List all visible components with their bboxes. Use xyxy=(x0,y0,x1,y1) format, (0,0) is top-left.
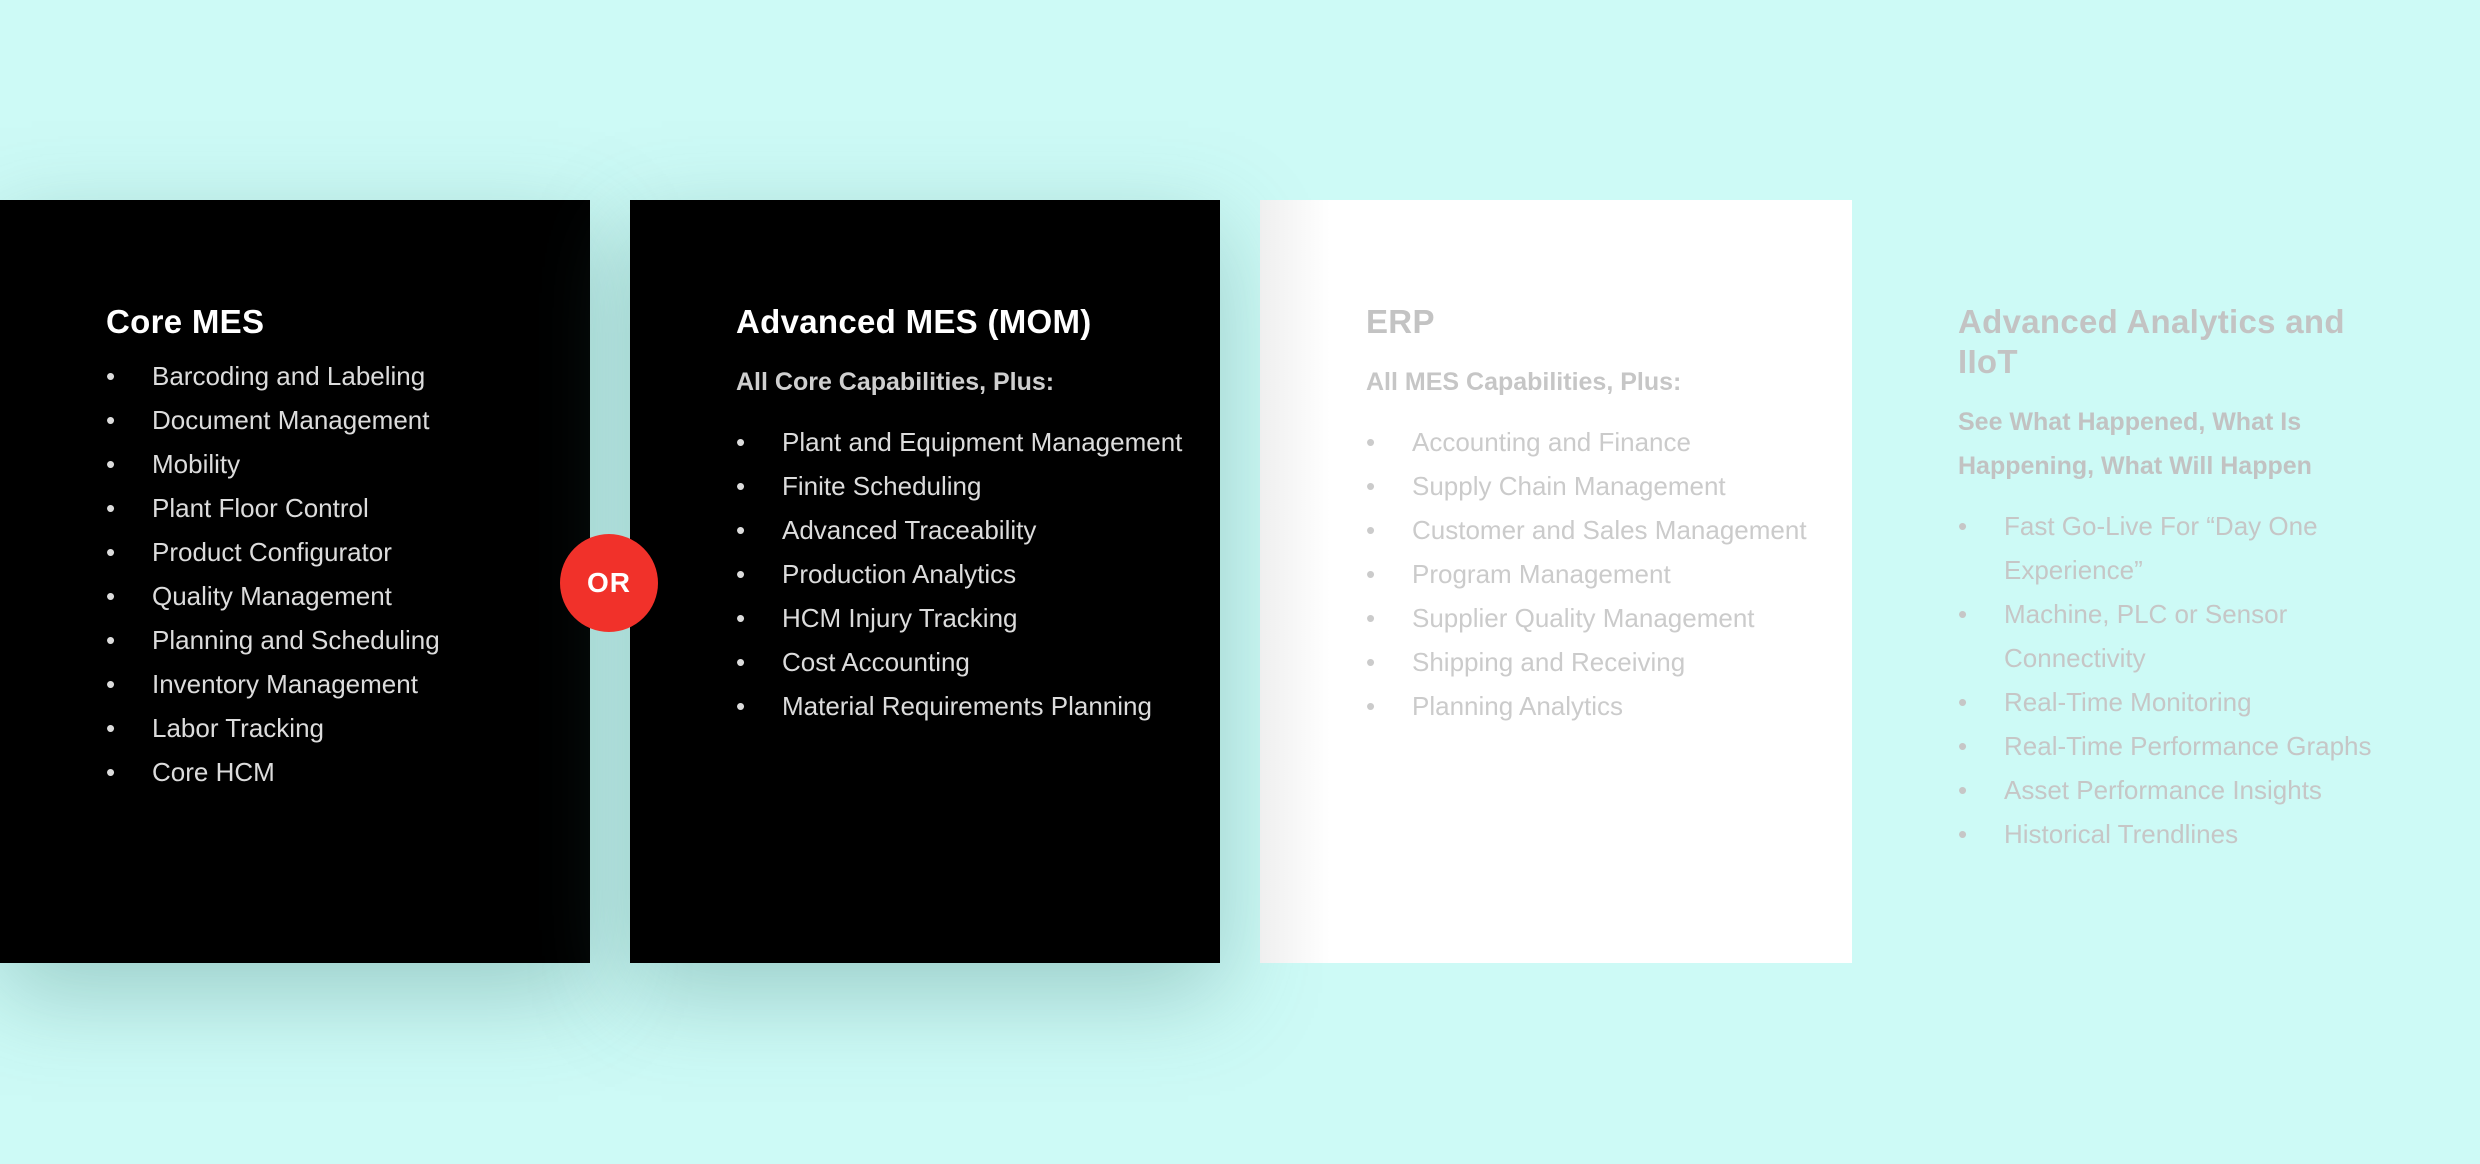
bullet-icon: • xyxy=(736,515,746,545)
list-item: • Cost Accounting xyxy=(736,640,1220,684)
list-item: • Machine, PLC or Sensor Connectivity xyxy=(1958,592,2412,680)
bullet-icon: • xyxy=(1366,427,1376,457)
list-item: • Customer and Sales Management xyxy=(1366,508,1852,552)
list-item: • Plant Floor Control xyxy=(106,486,590,530)
list-item: • Product Configurator xyxy=(106,530,590,574)
list-item: • Advanced Traceability xyxy=(736,508,1220,552)
list-item: • Fast Go-Live For “Day One Experience” xyxy=(1958,504,2412,592)
core-mes-card xyxy=(0,200,590,963)
bullet-icon: • xyxy=(106,449,116,479)
bullet-icon: • xyxy=(106,669,116,699)
erp-title: ERP xyxy=(1366,303,1435,340)
bullet-icon: • xyxy=(736,559,746,589)
analytics-iiot-card xyxy=(1852,200,2412,963)
advanced-mes-title: Advanced MES (MOM) xyxy=(736,303,1092,340)
bullet-icon: • xyxy=(1366,471,1376,501)
list-item: • Accounting and Finance xyxy=(1366,420,1852,464)
bullet-icon: • xyxy=(106,537,116,567)
bullet-icon: • xyxy=(1958,687,1968,717)
bullet-icon: • xyxy=(106,493,116,523)
bullet-icon: • xyxy=(1366,515,1376,545)
list-item: • Planning Analytics xyxy=(1366,684,1852,728)
analytics-iiot-feature-list xyxy=(1958,504,2412,856)
list-item: • Asset Performance Insights xyxy=(1958,768,2412,812)
list-item: • Barcoding and Labeling xyxy=(106,354,590,398)
bullet-icon: • xyxy=(1958,731,1968,761)
bullet-icon: • xyxy=(736,471,746,501)
list-item: • Production Analytics xyxy=(736,552,1220,596)
analytics-iiot-title: Advanced Analytics and IIoT xyxy=(1958,303,2345,380)
list-item: • Program Management xyxy=(1366,552,1852,596)
analytics-iiot-subtitle: See What Happened, What Is Happening, What Will Happen xyxy=(1958,408,2312,480)
bullet-icon: • xyxy=(106,757,116,787)
bullet-icon: • xyxy=(1366,603,1376,633)
bullet-icon: • xyxy=(1366,559,1376,589)
list-item: • Mobility xyxy=(106,442,590,486)
list-item: • Labor Tracking xyxy=(106,706,590,750)
bullet-icon: • xyxy=(1366,691,1376,721)
list-item: • Document Management xyxy=(106,398,590,442)
bullet-icon: • xyxy=(1366,647,1376,677)
advanced-mes-card xyxy=(630,200,1220,963)
bullet-icon: • xyxy=(736,647,746,677)
bullet-icon: • xyxy=(736,691,746,721)
bullet-icon: • xyxy=(1958,775,1968,805)
erp-feature-list xyxy=(1366,420,1852,728)
list-item: • Plant and Equipment Management xyxy=(736,420,1220,464)
bullet-icon: • xyxy=(106,405,116,435)
bullet-icon: • xyxy=(736,427,746,457)
list-item: • Finite Scheduling xyxy=(736,464,1220,508)
list-item: • Inventory Management xyxy=(106,662,590,706)
bullet-icon: • xyxy=(106,361,116,391)
list-item: • Real-Time Monitoring xyxy=(1958,680,2412,724)
list-item: • Material Requirements Planning xyxy=(736,684,1220,728)
bullet-icon: • xyxy=(1958,511,1968,541)
bullet-icon: • xyxy=(1958,819,1968,849)
core-mes-feature-list xyxy=(106,354,590,794)
list-item: • Quality Management xyxy=(106,574,590,618)
bullet-icon: • xyxy=(106,581,116,611)
list-item: • Shipping and Receiving xyxy=(1366,640,1852,684)
bullet-icon: • xyxy=(106,625,116,655)
or-badge: OR xyxy=(560,534,658,632)
core-mes-title: Core MES xyxy=(106,303,265,340)
list-item: • Planning and Scheduling xyxy=(106,618,590,662)
list-item: • HCM Injury Tracking xyxy=(736,596,1220,640)
erp-subtitle: All MES Capabilities, Plus: xyxy=(1366,368,1682,396)
advanced-mes-subtitle: All Core Capabilities, Plus: xyxy=(736,368,1055,396)
list-item: • Core HCM xyxy=(106,750,590,794)
bullet-icon: • xyxy=(106,713,116,743)
erp-card xyxy=(1260,200,1852,963)
list-item: • Historical Trendlines xyxy=(1958,812,2412,856)
list-item: • Real-Time Performance Graphs xyxy=(1958,724,2412,768)
bullet-icon: • xyxy=(736,603,746,633)
bullet-icon: • xyxy=(1958,599,1968,629)
advanced-mes-feature-list xyxy=(736,420,1220,728)
list-item: • Supply Chain Management xyxy=(1366,464,1852,508)
list-item: • Supplier Quality Management xyxy=(1366,596,1852,640)
